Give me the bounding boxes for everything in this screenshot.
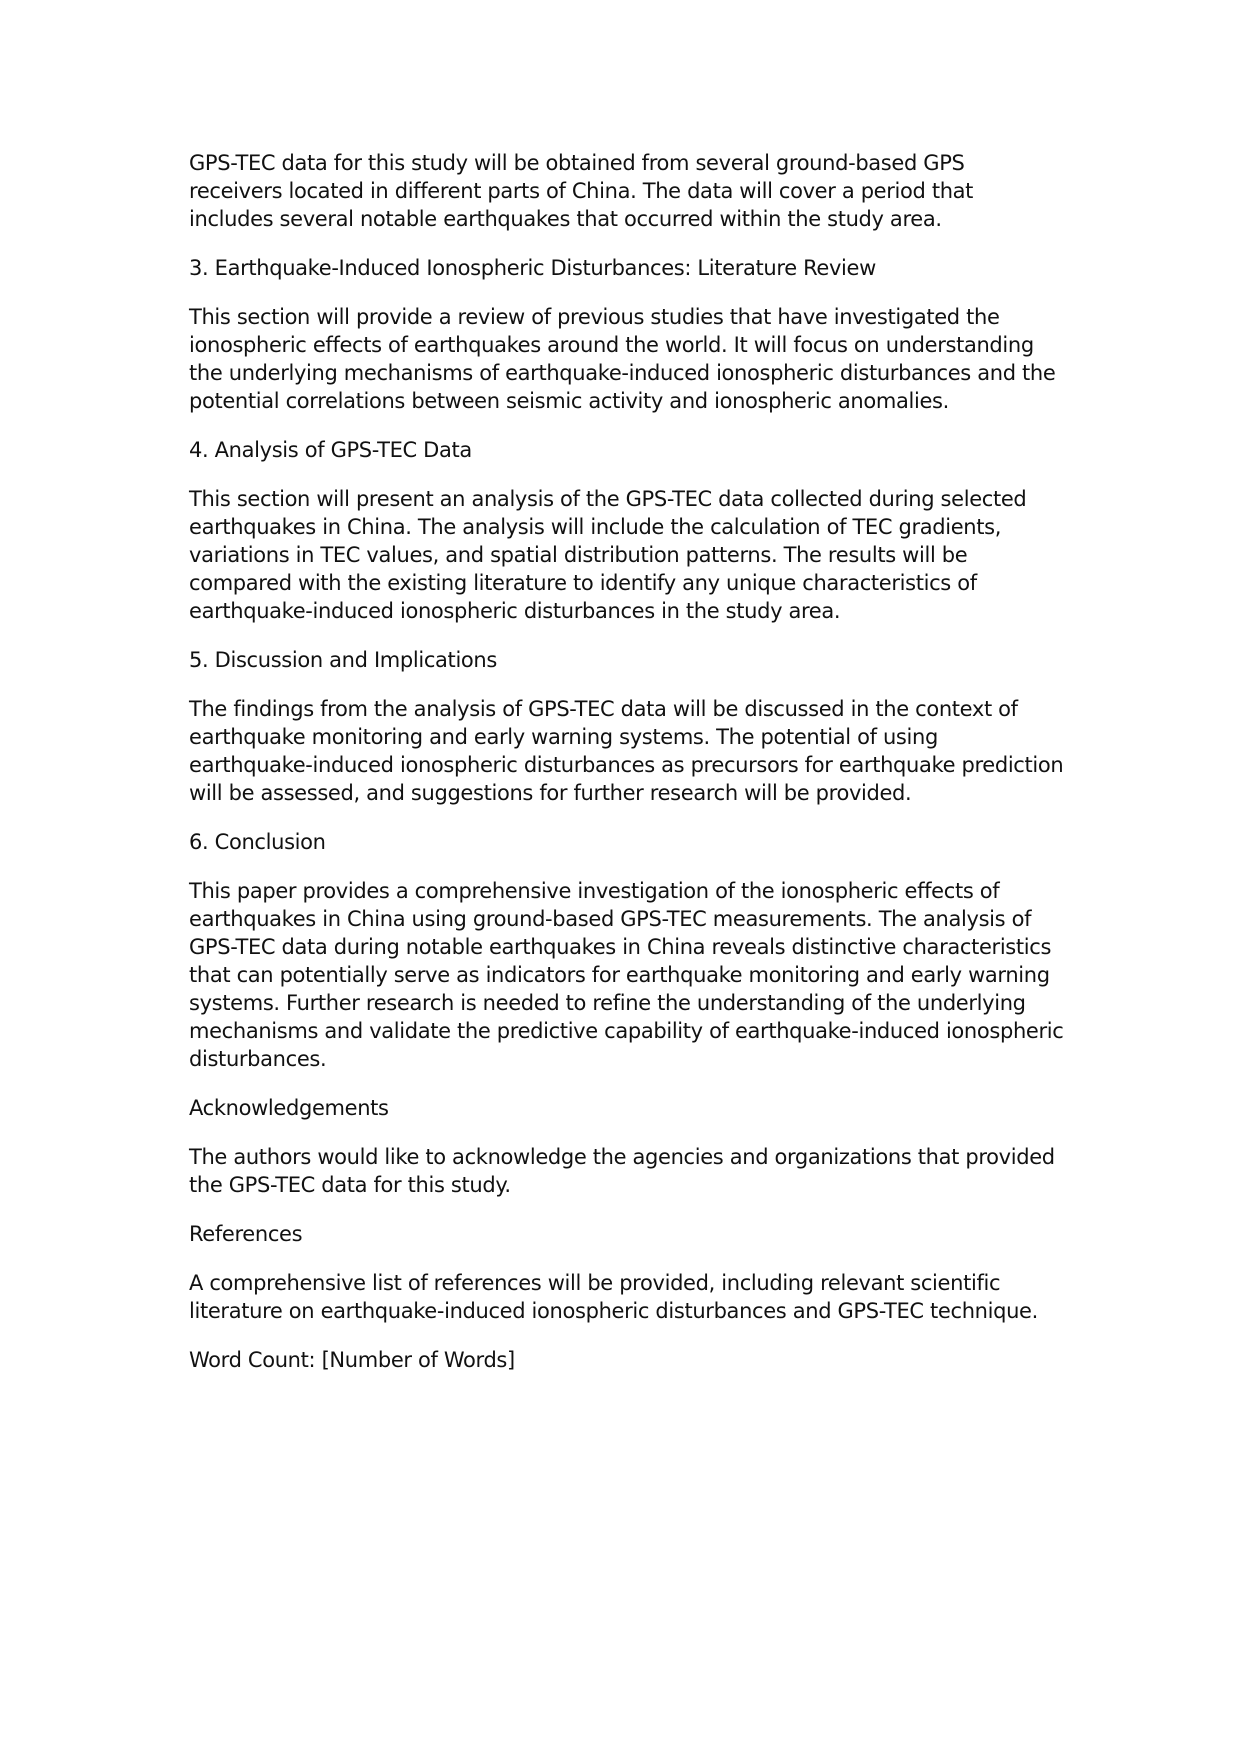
document-content [189,149,1069,1395]
section-body-conclusion: This paper provides a comprehensive investigation of the ionospheric effects of earthquakes in China using ground-based GPS-TEC measurements. The analysis of GPS-TEC data during notable earthquakes in China reveals distinctive characteristics that can potentially serve as indicators for earthquake monitoring and early warning systems. Further research is needed to refine the understanding of the underlying mechanisms and validate the predictive capability of earthquake-induced ionospheric disturbances. [189,879,1064,1071]
section-heading-acknowledgements: Acknowledgements [189,1096,389,1120]
section-body-references: A comprehensive list of references will be provided, including relevant scientific literature on earthquake-induced ionospheric disturbances and GPS-TEC technique. [189,1271,1038,1323]
section-body-discussion: The findings from the analysis of GPS-TEC data will be discussed in the context of earthquake monitoring and early warning systems. The potential of using earthquake-induced ionospheric disturbances as precursors for earthquake prediction will be assessed, and suggestions for further research will be provided. [189,697,1064,805]
section-heading-conclusion: 6. Conclusion [189,830,326,854]
section-heading-references: References [189,1222,303,1246]
section-heading-analysis: 4. Analysis of GPS-TEC Data [189,438,472,462]
section-heading-discussion: 5. Discussion and Implications [189,648,497,672]
section-body-analysis: This section will present an analysis of the GPS-TEC data collected during selected earthquakes in China. The analysis will include the calculation of TEC gradients, variations in TEC values, and spatial distribution patterns. The results will be compared with the existing literature to identify any unique characteristics of earthquake-induced ionospheric disturbances in the study area. [189,487,1027,623]
intro-paragraph: GPS-TEC data for this study will be obtained from several ground-based GPS receivers located in different parts of China. The data will cover a period that includes several notable earthquakes that occurred within the study area. [189,151,974,231]
section-heading-literature-review: 3. Earthquake-Induced Ionospheric Disturbances: Literature Review [189,256,876,280]
section-body-acknowledgements: The authors would like to acknowledge the agencies and organizations that provided the GPS-TEC data for this study. [189,1145,1055,1197]
section-body-literature-review: This section will provide a review of previous studies that have investigated the ionospheric effects of earthquakes around the world. It will focus on understanding the underlying mechanisms of earthquake-induced ionospheric disturbances and the potential correlations between seismic activity and ionospheric anomalies. [189,305,1056,413]
word-count: Word Count: [Number of Words] [189,1348,515,1372]
